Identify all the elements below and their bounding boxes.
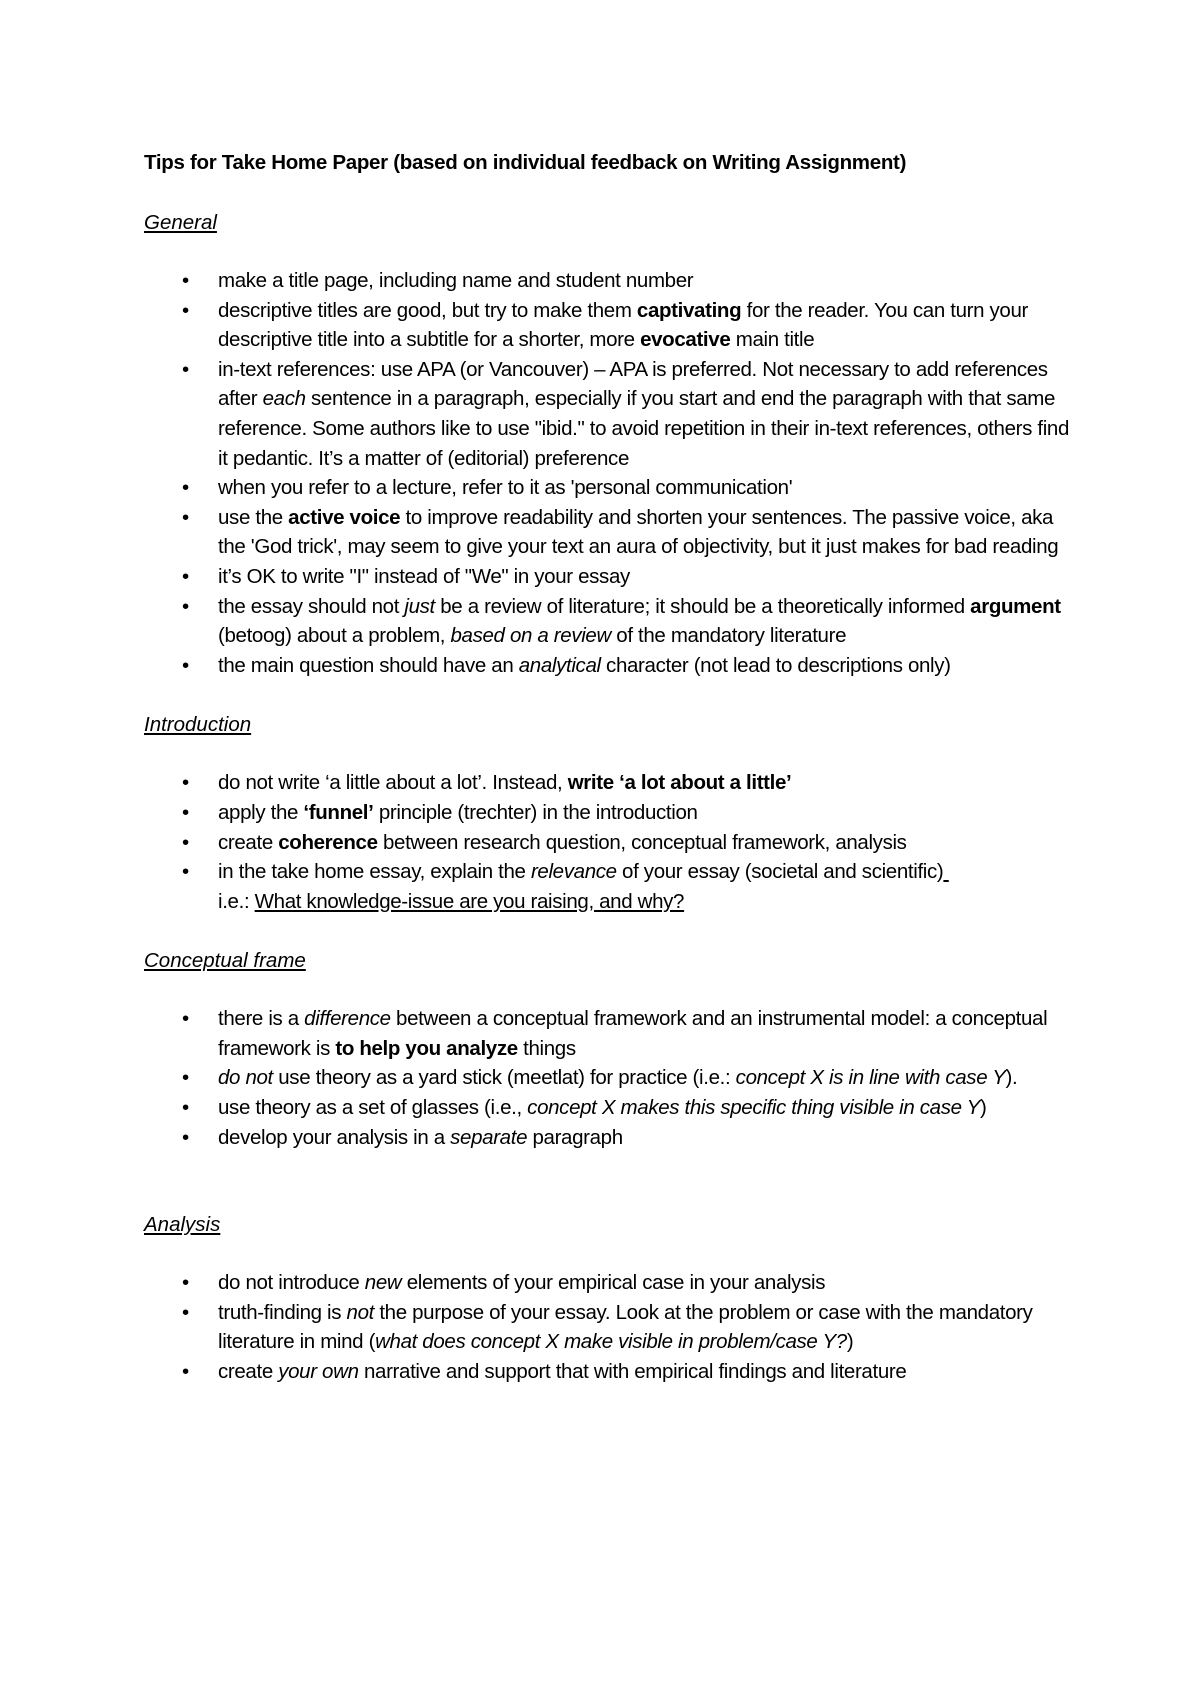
- bullet-icon: •: [182, 357, 189, 381]
- text-run: of the mandatory literature: [610, 624, 847, 648]
- text-run: create: [218, 830, 279, 854]
- list-item: [144, 296, 1080, 355]
- text-run: do not introduce: [218, 1271, 365, 1295]
- text-run: the essay should not: [218, 594, 405, 618]
- text-run: paragraph: [527, 1125, 623, 1149]
- bullet-icon: •: [182, 830, 189, 854]
- text-run: use theory as a yard stick (meetlat) for practice (i.e.:: [272, 1066, 736, 1090]
- section-heading-general: General: [144, 211, 217, 234]
- text-run: do not: [218, 1066, 273, 1090]
- section-heading-conceptual-frame: Conceptual frame: [144, 949, 306, 973]
- text-run: do not write ‘a little about a lot’. Instead,: [218, 771, 568, 795]
- text-run: each: [262, 387, 306, 411]
- list-item: [144, 1123, 1080, 1153]
- text-run: in the take home essay, explain the: [218, 860, 531, 884]
- text-run: [943, 860, 948, 883]
- text-run: your own: [278, 1360, 359, 1384]
- text-run: it’s OK to write "I" instead of "We" in your essay: [218, 564, 630, 588]
- text-run: truth-finding is: [218, 1300, 347, 1324]
- bullet-icon: •: [182, 594, 189, 618]
- text-run: What knowledge-issue are you raising, and why?: [254, 889, 685, 913]
- text-run: i.e.:: [218, 889, 255, 913]
- text-run: things: [517, 1036, 576, 1060]
- text-run: when you refer to a lecture, refer to it as 'personal communication': [218, 476, 793, 500]
- section-introduction: [144, 710, 1080, 916]
- text-run: sentence in a paragraph, especially if you start and end the paragraph with that same reference. Some authors like to use "ibid." to avoid repetition in their in-text references, others find it pedantic. It’s a matter of (editorial) preference: [218, 387, 1070, 470]
- bullet-icon: •: [182, 1300, 189, 1324]
- text-run: new: [364, 1271, 402, 1295]
- text-run: in-text references: use APA (or Vancouver) – APA is preferred. Not necessary to add references after: [218, 357, 1048, 411]
- document-title: Tips for Take Home Paper (based on individual feedback on Writing Assignment): [144, 151, 907, 174]
- text-run: develop your analysis in a: [218, 1125, 451, 1149]
- text-run: what does concept X make visible in problem/case Y?: [375, 1330, 847, 1354]
- list-item: [144, 1268, 1080, 1298]
- bullet-icon: •: [182, 1007, 189, 1031]
- bullet-icon: •: [182, 653, 189, 677]
- section-conceptual-frame: [144, 946, 1080, 1152]
- list-item: [144, 768, 1080, 798]
- text-run: concept X makes this specific thing visible in case Y: [527, 1096, 980, 1120]
- text-run: (betoog) about a problem,: [218, 624, 451, 648]
- bullet-icon: •: [182, 298, 189, 322]
- text-run: there is a: [218, 1007, 305, 1031]
- bullet-icon: •: [182, 800, 189, 824]
- section-analysis: [144, 1210, 1080, 1386]
- text-run: to improve readability and shorten your sentences. The passive voice, aka the 'God trick', may seem to give your text an aura of objectivity, but it just makes for bad reading: [218, 505, 1059, 559]
- list-item: [144, 355, 1080, 473]
- list-item: [144, 798, 1080, 828]
- list-item: [144, 473, 1080, 503]
- bullet-icon: •: [182, 564, 189, 588]
- text-run: ).: [1005, 1066, 1018, 1090]
- text-run: ): [846, 1330, 854, 1354]
- section-general: [144, 208, 1080, 680]
- text-run: descriptive titles are good, but try to make them: [218, 298, 637, 322]
- text-run: to help you analyze: [335, 1036, 518, 1060]
- bullet-icon: •: [182, 269, 189, 292]
- text-run: character (not lead to descriptions only): [600, 653, 951, 677]
- tips-list-introduction: [144, 768, 1080, 916]
- text-run: not: [346, 1300, 374, 1324]
- text-run: ‘funnel’: [303, 800, 374, 824]
- list-item: [144, 1298, 1080, 1357]
- bullet-icon: •: [182, 476, 189, 500]
- list-item: [144, 562, 1080, 592]
- text-run: use the: [218, 505, 289, 529]
- list-item: [144, 1357, 1080, 1387]
- text-run: separate: [450, 1125, 528, 1149]
- text-run: the main question should have an: [218, 653, 519, 677]
- text-run: relevance: [530, 860, 617, 884]
- text-run: write ‘a lot about a little’: [567, 771, 792, 795]
- text-run: active voice: [288, 505, 401, 529]
- text-run: coherence: [278, 830, 378, 854]
- bullet-icon: •: [182, 1096, 189, 1120]
- list-item: [144, 828, 1080, 858]
- tips-list-general: [144, 266, 1080, 680]
- list-item: [144, 592, 1080, 651]
- bullet-icon: •: [182, 771, 189, 795]
- text-run: be a review of literature; it should be a theoretically informed: [434, 594, 971, 618]
- list-item: [144, 1093, 1080, 1123]
- bullet-icon: •: [182, 1066, 189, 1090]
- text-run: make a title page, including name and student number: [218, 269, 694, 292]
- text-run: the purpose of your essay. Look at the problem or case with the mandatory literature in mind (: [218, 1300, 1033, 1354]
- text-run: captivating: [636, 298, 742, 322]
- text-run: for the reader. You can turn your descriptive title into a subtitle for a shorter, more: [218, 298, 1028, 352]
- list-item: [144, 857, 1080, 916]
- list-item: [144, 1063, 1080, 1093]
- bullet-icon: •: [182, 1271, 189, 1295]
- text-run: difference: [304, 1007, 391, 1031]
- bullet-icon: •: [182, 505, 189, 529]
- text-run: based on a review: [450, 624, 611, 648]
- tips-list-conceptual-frame: [144, 1004, 1080, 1152]
- tips-list-analysis: [144, 1268, 1080, 1386]
- text-run: principle (trechter) in the introduction: [373, 800, 698, 824]
- bullet-icon: •: [182, 1125, 189, 1149]
- list-item: [144, 266, 1080, 296]
- text-run: analytical: [518, 653, 601, 677]
- text-run: between a conceptual framework and an instrumental model: a conceptual framework is: [218, 1007, 1048, 1060]
- text-run: of your essay (societal and scientific): [616, 860, 944, 884]
- text-run: between research question, conceptual framework, analysis: [377, 830, 907, 854]
- text-run: just: [404, 594, 435, 618]
- bullet-icon: •: [182, 1360, 189, 1384]
- text-run: evocative: [640, 328, 731, 352]
- text-run: main title: [730, 328, 815, 352]
- text-run: create: [218, 1360, 279, 1384]
- text-run: use theory as a set of glasses (i.e.,: [218, 1096, 528, 1120]
- text-run: ): [979, 1096, 987, 1120]
- bullet-icon: •: [182, 860, 189, 884]
- text-run: narrative and support that with empirical findings and literature: [358, 1360, 907, 1384]
- text-run: apply the: [218, 800, 304, 824]
- text-run: elements of your empirical case in your analysis: [401, 1271, 826, 1295]
- section-heading-analysis: Analysis: [144, 1213, 221, 1237]
- list-item: [144, 651, 1080, 681]
- list-item: [144, 503, 1080, 562]
- text-run: concept X is in line with case Y: [735, 1066, 1006, 1090]
- section-heading-introduction: Introduction: [144, 713, 252, 737]
- text-run: argument: [970, 594, 1061, 618]
- list-item: [144, 1004, 1080, 1063]
